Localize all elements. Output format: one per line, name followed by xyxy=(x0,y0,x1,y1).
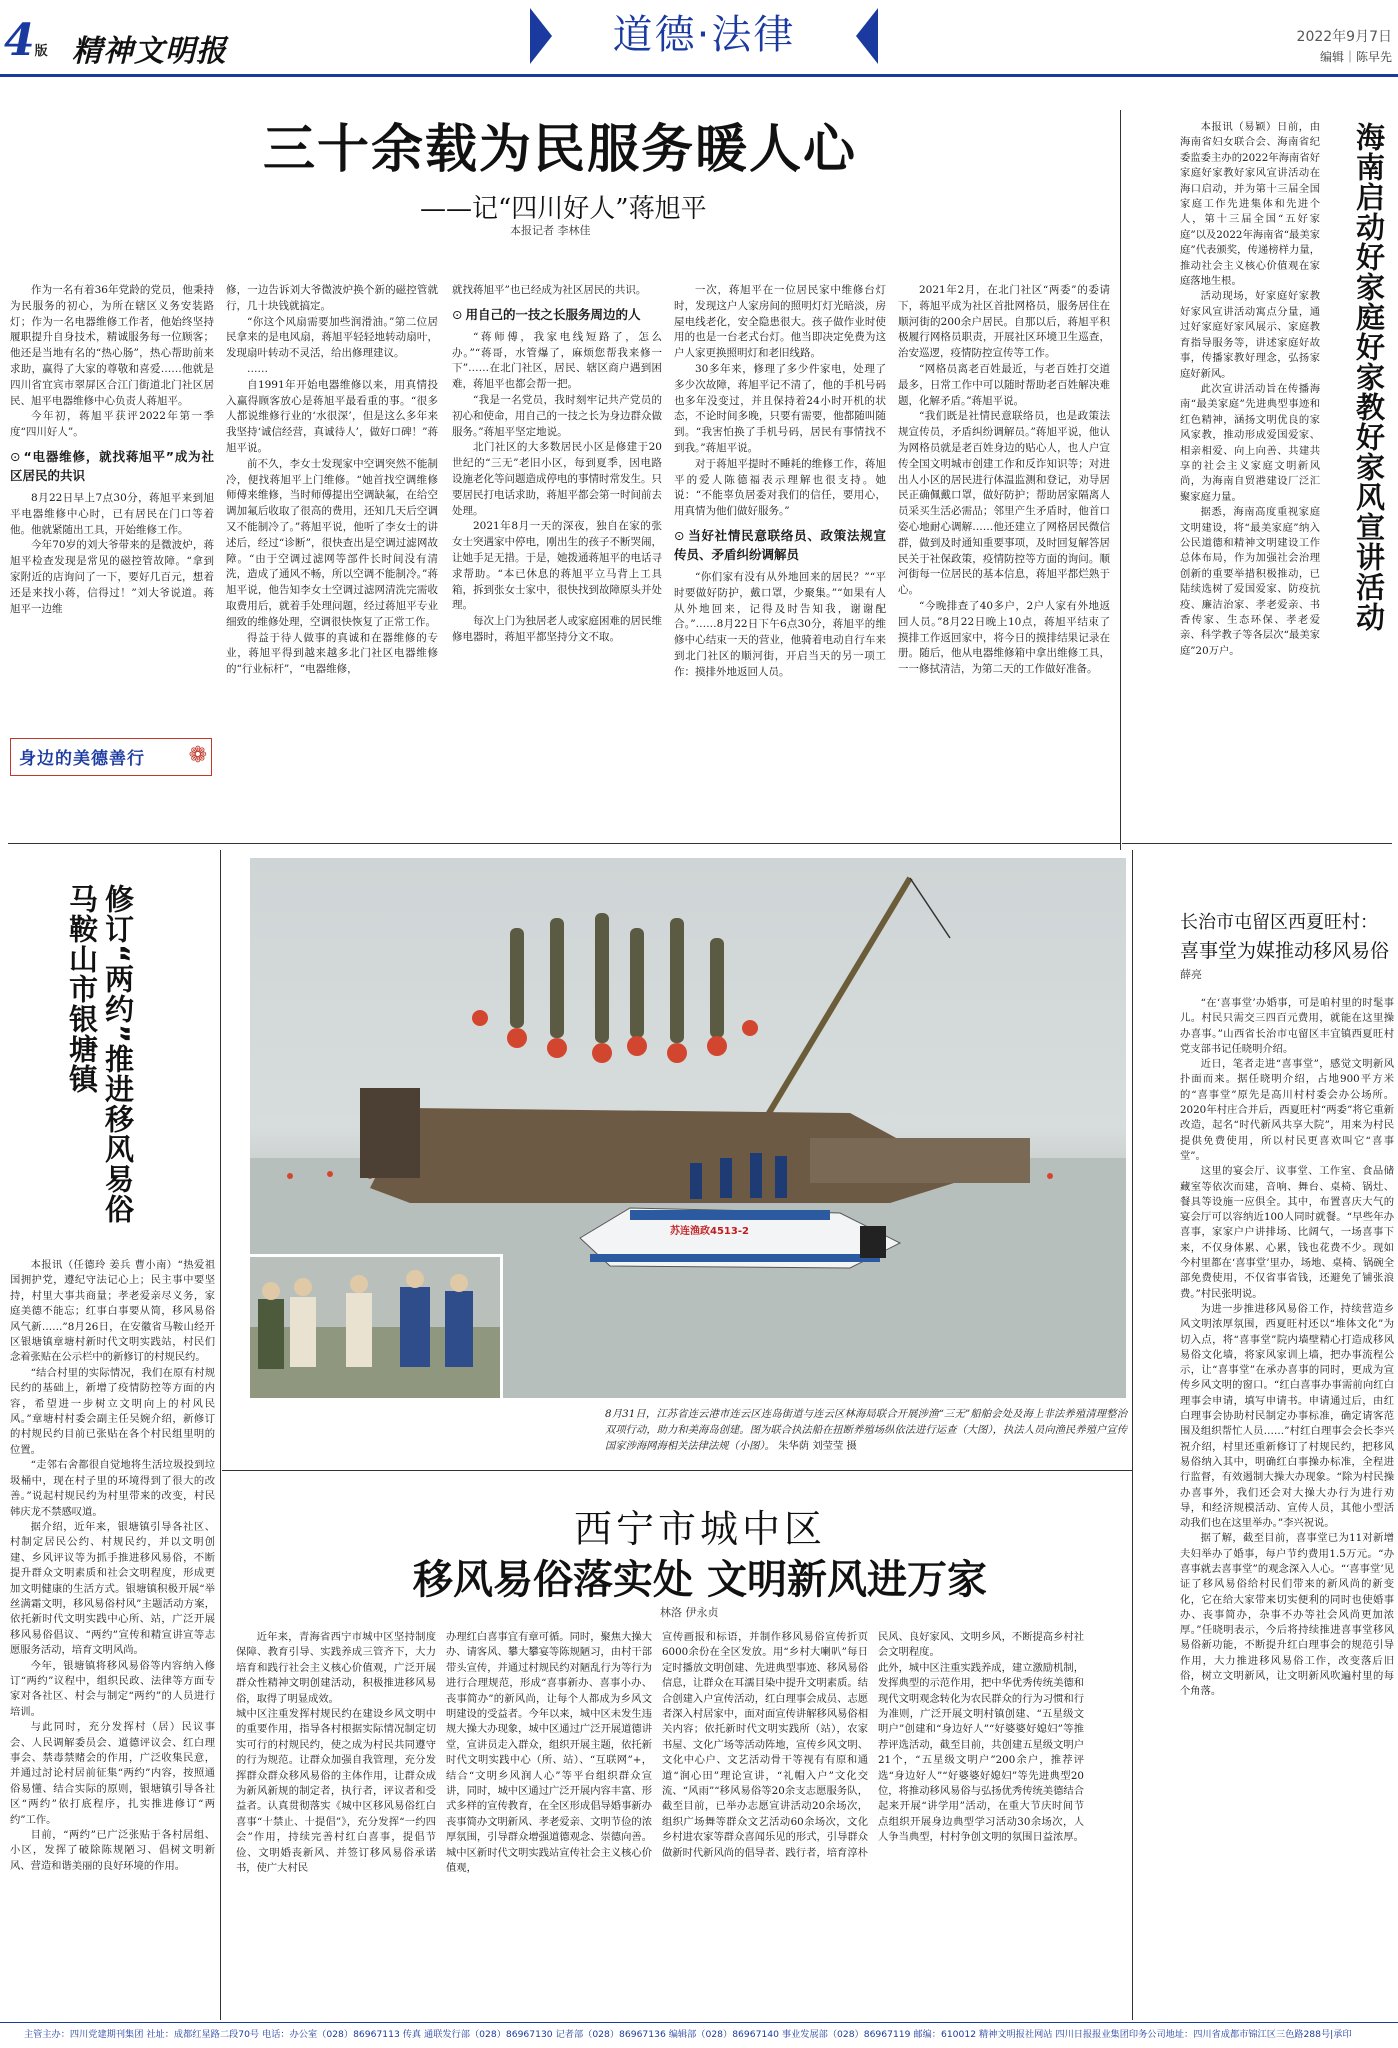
column-label-box: 身边的美德善行 ❁ xyxy=(10,738,212,776)
lead-headline: 三十余载为民服务暖人心 xyxy=(262,120,857,180)
qinghai-column-4: 民风、良好家风、文明乡风，不断提高乡村社会文明程度。 此外，城中区注重实践养成，建立激励机制，发挥典型的示范作用，把中华优秀传统美德和现代文明观念转化为农民群众的行为习惯和行为准则，广泛开展文明村镇创建、“五星级文明户”创建和“身边好人”“好婆婆好媳妇”等推荐评选活动，截至目前，共创建五星级文明户21个，“五星级文明户”200余户，推荐评选“身边好人”“好婆婆好媳妇”等先进典型20位，将推动移风易俗与弘扬优秀传统美德结合起来开展“讲学用”活动，在重大节庆时间节点组织开展身边典型学习活动30余场次，人人争当典型，村村争创文明的氛围日益浓厚。 xyxy=(878,1631,1084,1844)
qinghai-column-1: 近年来，青海省西宁市城中区坚持制度保障、教育引导、实践养成三管齐下，大力培育和践行社会主义核心价值观，广泛开展群众性精神文明创建活动，积极推进移风易俗，取得了明显成效。 城中区注重发挥村规民约在建设乡风文明中的重要作用，指导各村根据实际情况制定切实可行的村规民约，使之成为村民共同遵守的行为规范。让群众加强自我管理，充分发挥群众群众移风易俗的主体作用，让群众成为新风新规的制定者，执行者，评议者和受益者。认真贯彻落实《城中区移风易俗红白喜事“十禁止、十提倡”》，充分发挥“一约四会”作用，持续完善村红白喜事，提倡节俭、文明婚丧新风、并签订移风易俗承诺书，使广大村民 xyxy=(236,1631,436,1875)
section-banner xyxy=(530,8,878,64)
lead-column-3: 就找蒋旭平”也已经成为社区居民的共识。 ⊙ 用自己的一技之长服务周边的人 “蒋师傅，我家电线短路了，怎么办。”“蒋哥，水管爆了，麻烦您帮我来修一下”……在北门社区，居民、辖区商户遇到困难，蒋旭平也都会帮一把。 “我是一名党员，我时刻牢记共产党员的初心和使命，用自己的一技之长为身边群众做服务。”蒋旭平坚定地说。 北门社区的大多数居民小区是修建于20世纪的“三无”老旧小区，每到夏季，因电路设施老化等问题造成停电的事情时常发生。只要居民打电话求助，蒋旭平都会第一时间前去处理。 2021年8月一天的深夜，独自在家的张女士突遇家中停电，刚出生的孩子不断哭闹，让她手足无措。于是，她拨通蒋旭平的电话寻求帮助。“本已休息的蒋旭平立马背上工具箱，拆到张女士家中，很快找到故障原头并处理。 每次上门为独居老人或家庭困难的居民维修电器时，蒋旭平都坚持分文不取。 xyxy=(452,284,662,643)
boat-hull-number: 苏连渔政4513-2 xyxy=(670,1226,749,1237)
shanxi-author: 薛亮 xyxy=(1180,968,1202,981)
inset-photo xyxy=(250,1254,503,1398)
divider xyxy=(222,1470,1132,1471)
anhui-body: 本报讯（任德玲 姜兵 曹小南）“热爱祖国拥护党，遵纪守法记心上；民主事中要坚持，村里大事共商量；孝老爱亲尽义务，家庭美德不能忘；红事白事要从简，移风易俗风气新……”8月26日，在安徽省马鞍山经开区银塘镇章塘村新时代文明实践站，村民们念着张贴在公示栏中的新修订的村规民约。 “结合村里的实际情况，我们在原有村规民约的基础上，新增了疫情防控等方面的内容，希望进一步树立文明向上的村风民风。”章塘村村委会副主任吴婉介绍，新修订的村规民约目前已张贴在各个村民组里明的位置。 “走邻右舍都很自觉地将生活垃圾投到垃圾桶中，现在村子里的环境得到了很大的改善。”说起村规民约为村里带来的改变，村民韩庆龙不禁感叹道。 据介绍，近年来，银塘镇引导各社区、村制定居民公约、村规民约，并以文明创建、乡风评议等为抓手推进移风易俗，不断提升群众文明素质和社会文明程度，形成更加文明健康的生活方式。银塘镇积极开展“举丝满霜文明，移风易俗村风”主题活动方案，依托新时代文明实践中心所、站，广泛开展移风易俗倡议、“两约”宣传和精宣讲宣等志愿服务活动，培育文明风尚。 今年，银塘镇将移风易俗等内容纳入修订“两约”议程中，组织民政、法律等方面专家对各社区、村会与制定“两约”的人员进行培训。 与此同时，充分发挥村（居）民议事会、人民调解委员会、道德评议会、红白理事会、禁毒禁赌会的作用，广泛收集民意，并通过討论村居前征集“两约”内容，按照通俗易懂、结合实际的原则，银塘镇引导各社区“两约”依打底程序，扎实推进修订“两约”工作。 目前，“两约”已广泛张贴于各村居组、小区，发挥了破除陈规陋习、倡树文明新风、营造和谐美丽的良好环境的作用。 xyxy=(10,1259,215,1872)
lead-subhead-3: ⊙ 当好社情民意联络员、政策法规宣传员、矛盾纠纷调解员 xyxy=(674,527,886,562)
lead-subhead-1: ⊙ “电器维修，就找蒋旭平”成为社区居民的共识 xyxy=(10,448,214,483)
editor-credit: 编辑｜陈早先 xyxy=(1319,50,1392,64)
issue-date: 2022年9月7日 xyxy=(1296,29,1392,45)
divider xyxy=(1120,110,1121,850)
divider xyxy=(1132,850,1133,2020)
circle-bullet-icon: ⊙ xyxy=(452,306,463,322)
qinghai-kicker: 西宁市城中区 xyxy=(573,1507,826,1551)
section-title: 道德·法律 xyxy=(612,12,796,58)
shanxi-title-line2: 喜事堂为媒推动移风易俗 xyxy=(1180,940,1390,962)
divider xyxy=(8,843,1120,844)
footer-rule xyxy=(0,2022,1398,2023)
divider xyxy=(220,850,221,2020)
qinghai-byline: 林洛 伊永贞 xyxy=(660,1606,719,1619)
anhui-title-line1: 修订“两约”推进移风易俗 xyxy=(101,884,135,1225)
page-number: 4版 xyxy=(4,15,48,66)
circle-bullet-icon: ⊙ xyxy=(10,448,21,464)
hainan-title: 海南启动好家庭好家教好家风宣讲活动 xyxy=(1352,122,1386,632)
shanxi-body: “在‘喜事堂’办婚事，可是咱村里的时髦事儿。村民只需交三四百元费用，就能在这里操办喜事。”山西省长治市屯留区丰宜镇西夏旺村党支部书记任晓明介绍。 近日，笔者走进“喜事堂”，感觉文明新风扑面而来。据任晓明介绍，占地900平方米的“喜事堂”原先是高川村村委会办公场所。2020年村庄合并后，西夏旺村“两委”将它重新改造，起名“时代新风共享大院”，用来为村民提供免费使用，所以村民更喜欢叫它“喜事堂”。 这里的宴会厅、议事堂、工作室、食品储藏室等依次而建，音响、舞台、桌椅、锅灶、餐具等设施一应俱全。其中，布置喜庆大气的宴会厅可以容纳近100人同时就餐。“早些年办喜事，家家户户讲排场、比阔气，一场喜事下来，不仅身体累、心累，钱也花费不少。现如今村里都在‘喜事堂’里办，场地、桌椅、锅碗全部免费使用，不仅省事省钱，还避免了铺张浪费。”村民张明说。 为进一步推进移风易俗工作，持续营造乡风文明浓厚氛围，西夏旺村还以“堆体文化”为切入点，将“喜事堂”院内墙壁精心打造成移风易俗文化墙，将家风家训上墙，把办事流程公示，让“喜事堂”在承办喜事的同时，更成为宣传乡风文明的窗口。“红白喜事办事需前向红白理事会申请，填写申请书。申请通过后，由红白理事会协助村民制定办事标准，确定请客范围及组织帮忙人员……”村红白理事会会长李兴祝介绍，村里还重新修订了村规民约，把移风易俗纳入其中，明确红白事操办标准，全程进行监督，有效遏制大操大办现象。“除为村民操办喜事外，我们还会对大操大办行为进行劝导，和经济规模活动、宣传人员，其他小型活动我们也在这里举办。”李兴祝说。 据了解，截至目前，喜事堂已为11对新增夫妇举办了婚事，每户节约费用1.5万元。“办喜事就去喜事堂”的观念深入人心。“‘喜事堂’见证了移风易俗给村民们带来的新风尚的新变化，它在给大家带来切实便利的同时也使婚事办、丧事简办，杂事不办等社会风尚更加浓厚。”任晓明表示，今后将持续推进喜事堂移风易俗新功能，不断提升红白理事会的规范引导作用，大力推进移风易俗工作，改变落后旧俗，树立文明新风，让文明新风吹遍村里的每个角落。 xyxy=(1180,997,1394,1698)
qinghai-column-2: 办理红白喜事宜有章可循。同时，聚焦大操大办、请客风、攀大攀宴等陈规陋习，由村干部带头宣传，并通过村规民约对陋乱行为等行为进行合理规范，形成“喜事新办、喜事小办、丧事简办”的新风尚，让每个人都成为乡风文明建设的受益者。今年以来，城中区未发生违规大操大办现象，城中区通过广泛开展道德讲堂，宣讲员走入群众，组织开展主题，依托新时代文明实践中心（所、站）、“互联网”+，结合“文明乡风润人心”等平台组织群众宣讲，同时，城中区通过广泛开展内容丰富、形式多样的宣传教育，在全区形成倡导婚事新办丧事简办文明新风、孝老爱亲、文明节俭的浓厚氛围，引导群众增强道德观念、崇德向善。城中区新时代文明实践站宣传社会主义核心价值观， xyxy=(446,1631,652,1875)
lead-column-2: 修，一边告诉刘大爷微波炉换个新的磁控管就行，几十块钱就搞定。 “你这个风扇需要加些润滑油。”第二位居民拿来的是电风扇，蒋旭平轻轻地转动扇叶，发现扇叶转动不灵活，给出修理建议。 …… 自1991年开始电器维修以来，用真情投入赢得顾客放心是蒋旭平最看重的事。“很多人都说维修行业的‘水很深’，但是这么多年来我坚持‘诚信经营，真诚待人’，做好口碑！”蒋旭平说。 前不久，李女士发现家中空调突然不能制冷，便找蒋旭平上门维修。“她首找空调维修师傅来维修，当时师傅提出空调缺氟，在给空调加氟后收取了很高的费用，还知几天后空调又不能制冷了。”蒋旭平说，他听了李女士的讲述后，经过“诊断”，很快查出是空调过滤网故障。“由于空调过滤网等部件长时间没有清洗，造成了通风不畅，所以空调不能制冷。”蒋旭平说，他告知李女士空调过滤网清洗完需收取费用后，就着手处理问题，经过蒋旭平专业细致的维修处理，空调很快恢复了正常工作。 得益于待人做事的真诚和在器维修的专业，蒋旭平得到越来越多北门社区电器维修的“行业标杆”，“电器维修， xyxy=(226,284,438,676)
shanxi-title-line1: 长治市屯留区西夏旺村： xyxy=(1180,912,1378,933)
hainan-body: 本报讯（易颖）日前，由海南省妇女联合会、海南省纪委监委主办的2022年海南省好家庭好家教好家风宣讲活动在海口启动，并为第十三届全国家庭工作先进集体和先进个人，第十三届全国“五好家庭”以及2022年海南省“最美家庭”代表颁奖，传递榜样力量，推动社会主义核心价值观在家庭落地生根。 活动现场，好家庭好家教好家风宣讲活动寓点分量，通过好家庭好家风展示、家庭教育指导服务等，讲述家庭好故事，传播家教好理念，弘扬家庭好新风。 此次宣讲活动旨在传播海南“最美家庭”先进典型事迹和红色精神，涵扬文明优良的家风家教，推动形成爱国爱家、相亲相爱、向上向善、共建共享的社会主义家庭文明新风尚，为海南自贸港建设厂泛汇聚家庭力量。 据悉，海南高度重视家庭文明建设，将“最美家庭”纳入公民道德和精神文明建设工作总体布局，作为加强社会治理创新的重要举措积极推动，已陆续选树了爱国爱家、防疫抗疫、廉洁治家、孝老爱亲、书香传家、生态环保、孝老爱亲、科学教子等各层次“最美家庭”20万户。 xyxy=(1180,121,1320,657)
lead-column-1: 作为一名有着36年党龄的党员，他秉持为民服务的初心，为所在辖区义务安装路灯；作为一名电器维修工作者，他始终坚持履职提升自身技术，精诚服务每一位顾客；他还是当地有名的“热心肠”，热心帮助前来求助，赢得了大家的尊敬和喜爱……他就是四川省宜宾市翠屏区合江门街道北门社区居民、旭平电器维修中心负责人蒋旭平。 今年初，蒋旭平获评2022年第一季度“四川好人”。 ⊙ “电器维修，就找蒋旭平”成为社区居民的共识 8月22日早上7点30分，蒋旭平来到旭平电器维修中心时，已有居民在门口等着他。他就紧随出工具，开始维修工作。 今年70岁的刘大爷带来的是微波炉，蒋旭平检查发现是常见的磁控管故障。“拿到家附近的店询问了一下，要好几百元，想着还是来找小蒋，信得过！”刘大爷说道。蒋旭平一边维 xyxy=(10,284,214,615)
divider xyxy=(1122,843,1392,844)
flower-ornament-icon: ❁ xyxy=(188,743,207,768)
photo-credit: 朱华荫 刘莹莹 摄 xyxy=(778,1440,857,1452)
qinghai-headline: 移风易俗落实处 文明新风进万家 xyxy=(413,1557,987,1603)
news-photo xyxy=(250,858,1126,1398)
lead-subhead-2: ⊙ 用自己的一技之长服务周边的人 xyxy=(452,306,641,322)
photo-caption: 8月31日，江苏省连云港市连云区连岛街道与连云区林海局联合开展涉渔“三无”船舶会处及海上非法养殖清理整治双项行动，助力和美海岛创建。图为联合执法船在扭断养殖场纵依法进行运查（大图），执法人员向渔民养殖户宣传国家涉海网海相关法律法规（小图）。 朱华荫 刘莹莹 摄 xyxy=(605,1408,1127,1452)
lead-byline: 本报记者 李林佳 xyxy=(510,224,591,237)
masthead-rule xyxy=(0,74,1398,77)
lead-column-5: 2021年2月，在北门社区“两委”的委请下，蒋旭平成为社区首批网格员，服务居住在顺河街的200余户居民。自那以后，蒋旭平积极履行网格员职责，开展社区环境卫生巡查，治安巡逻，疫情防控宣传等工作。 “网格员离老百姓最近，与老百姓打交道最多，日常工作中可以随时帮助老百姓解决难题，化解矛盾。”蒋旭平说。 “我们既是社情民意联络员，也是政策法规宣传员，矛盾纠纷调解员。”蒋旭平说，他认为网格员就是老百姓身边的贴心人，也人户宣传全国文明城市创建工作和反诈知识等；对进出人小区的居民进行体温监测和登记，劝导居民正确佩戴口罩，做好防护；帮助居家隔离人员采买生活必需品；邻里产生矛盾时，他首口姿心地耐心调解……他还建立了网格居民微信群，做到及时通知重要事项，及时回复解答居民关于社保政策，疫情防控等方面的询问。顺河街每一位居民的基本信息，蒋旭平都烂熟于心。 “今晚排查了40多户，2户人家有外地返回人员。”8月22日晚上10点，蒋旭平结束了摸排工作返回家中，将今日的摸排结果记录在册。随后，他从电器维修箱中拿出维修工具，一一修拭清洁，为第二天的工作做好准备。 xyxy=(898,284,1110,676)
lead-subheadline: ——记“四川好人”蒋旭平 xyxy=(420,194,707,224)
footer-imprint: 主管主办：四川党建期刊集团 社址：成都红星路二段70号 电话：办公室（028）86967113 传真 通联发行部（028）86967130 记者部（028）86967136 编辑部（028）86967140 事业发展部（028）86967119 邮编：610012 精神文明报社网站 四川日报报业集团印务公司地址：四川省成都市锦江区三色路288号|承印 xyxy=(24,2029,1352,2040)
paper-name-logo: 精神文明报 xyxy=(72,34,227,69)
lead-column-4: 一次，蒋旭平在一位居民家中维修台灯时，发现这户人家房间的照明灯灯光暗淡，房屋电线老化，安全隐患很大。孩子做作业时使用的也是一台老式台灯。他当即决定免费为这户人家更换照明灯和老旧线路。 30多年来，修理了多少件家电，处理了多少次故障，蒋旭平记不清了，他的手机号码也多年没变过，并且保持着24小时开机的状态，不论时间多晚，只要有需要，他都随叫随到。“我害怕换了手机号码，居民有事情找不到我。”蒋旭平说。 对于蒋旭平提时不睡耗的维修工作，蒋旭平的爱人陈德福表示理解也很支持。她说：“不能辜负居委对我们的信任，要用心，用真情为他们做好服务。” ⊙ 当好社情民意联络员、政策法规宣传员、矛盾纠纷调解员 “你们家有没有从外地回来的居民？”“平时要做好防护，戴口罩，少聚集。”“如果有人从外地回来，记得及时告知我，谢谢配合。”……8月22日下午6点30分，蒋旭平的维修中心结束一天的营业，他骑着电动自行车来到北门社区的顺河街，开启当天的另一项工作：摸排外地返回人员。 xyxy=(674,284,886,678)
anhui-title-line2: 马鞍山市银塘镇 xyxy=(65,884,99,1094)
masthead xyxy=(0,0,1398,80)
circle-bullet-icon: ⊙ xyxy=(674,527,685,543)
qinghai-column-3: 宣传画报和标语，并制作移风易俗宣传折页6000余份在全区发放。用“乡村大喇叭”每日定时播放文明创建、先进典型事迹、移风易俗信息，让群众在耳濡目染中提升文明素质。结合创建入户宣传活动，红白理事会成员、志愿者深入村居家中，面对面宣传讲解移风易俗相关内容；依托新时代文明实践所（站），农家书屋、文化广场等活动阵地，宣传乡风文明、文化中心户、文艺活动骨干等视有有原和通道“润心田”理论宣讲，“礼帽入户”文化交流、“风雨”“移风易俗等20余支志愿服务队，截至目前，已举办志愿宣讲活动20余场次，组织广场舞等群众文艺活动60余场次，文化乡村进农家等群众喜闻乐见的形式，引导群众做新时代新风尚的倡导者、践行者，培育淳朴 xyxy=(662,1631,868,1859)
